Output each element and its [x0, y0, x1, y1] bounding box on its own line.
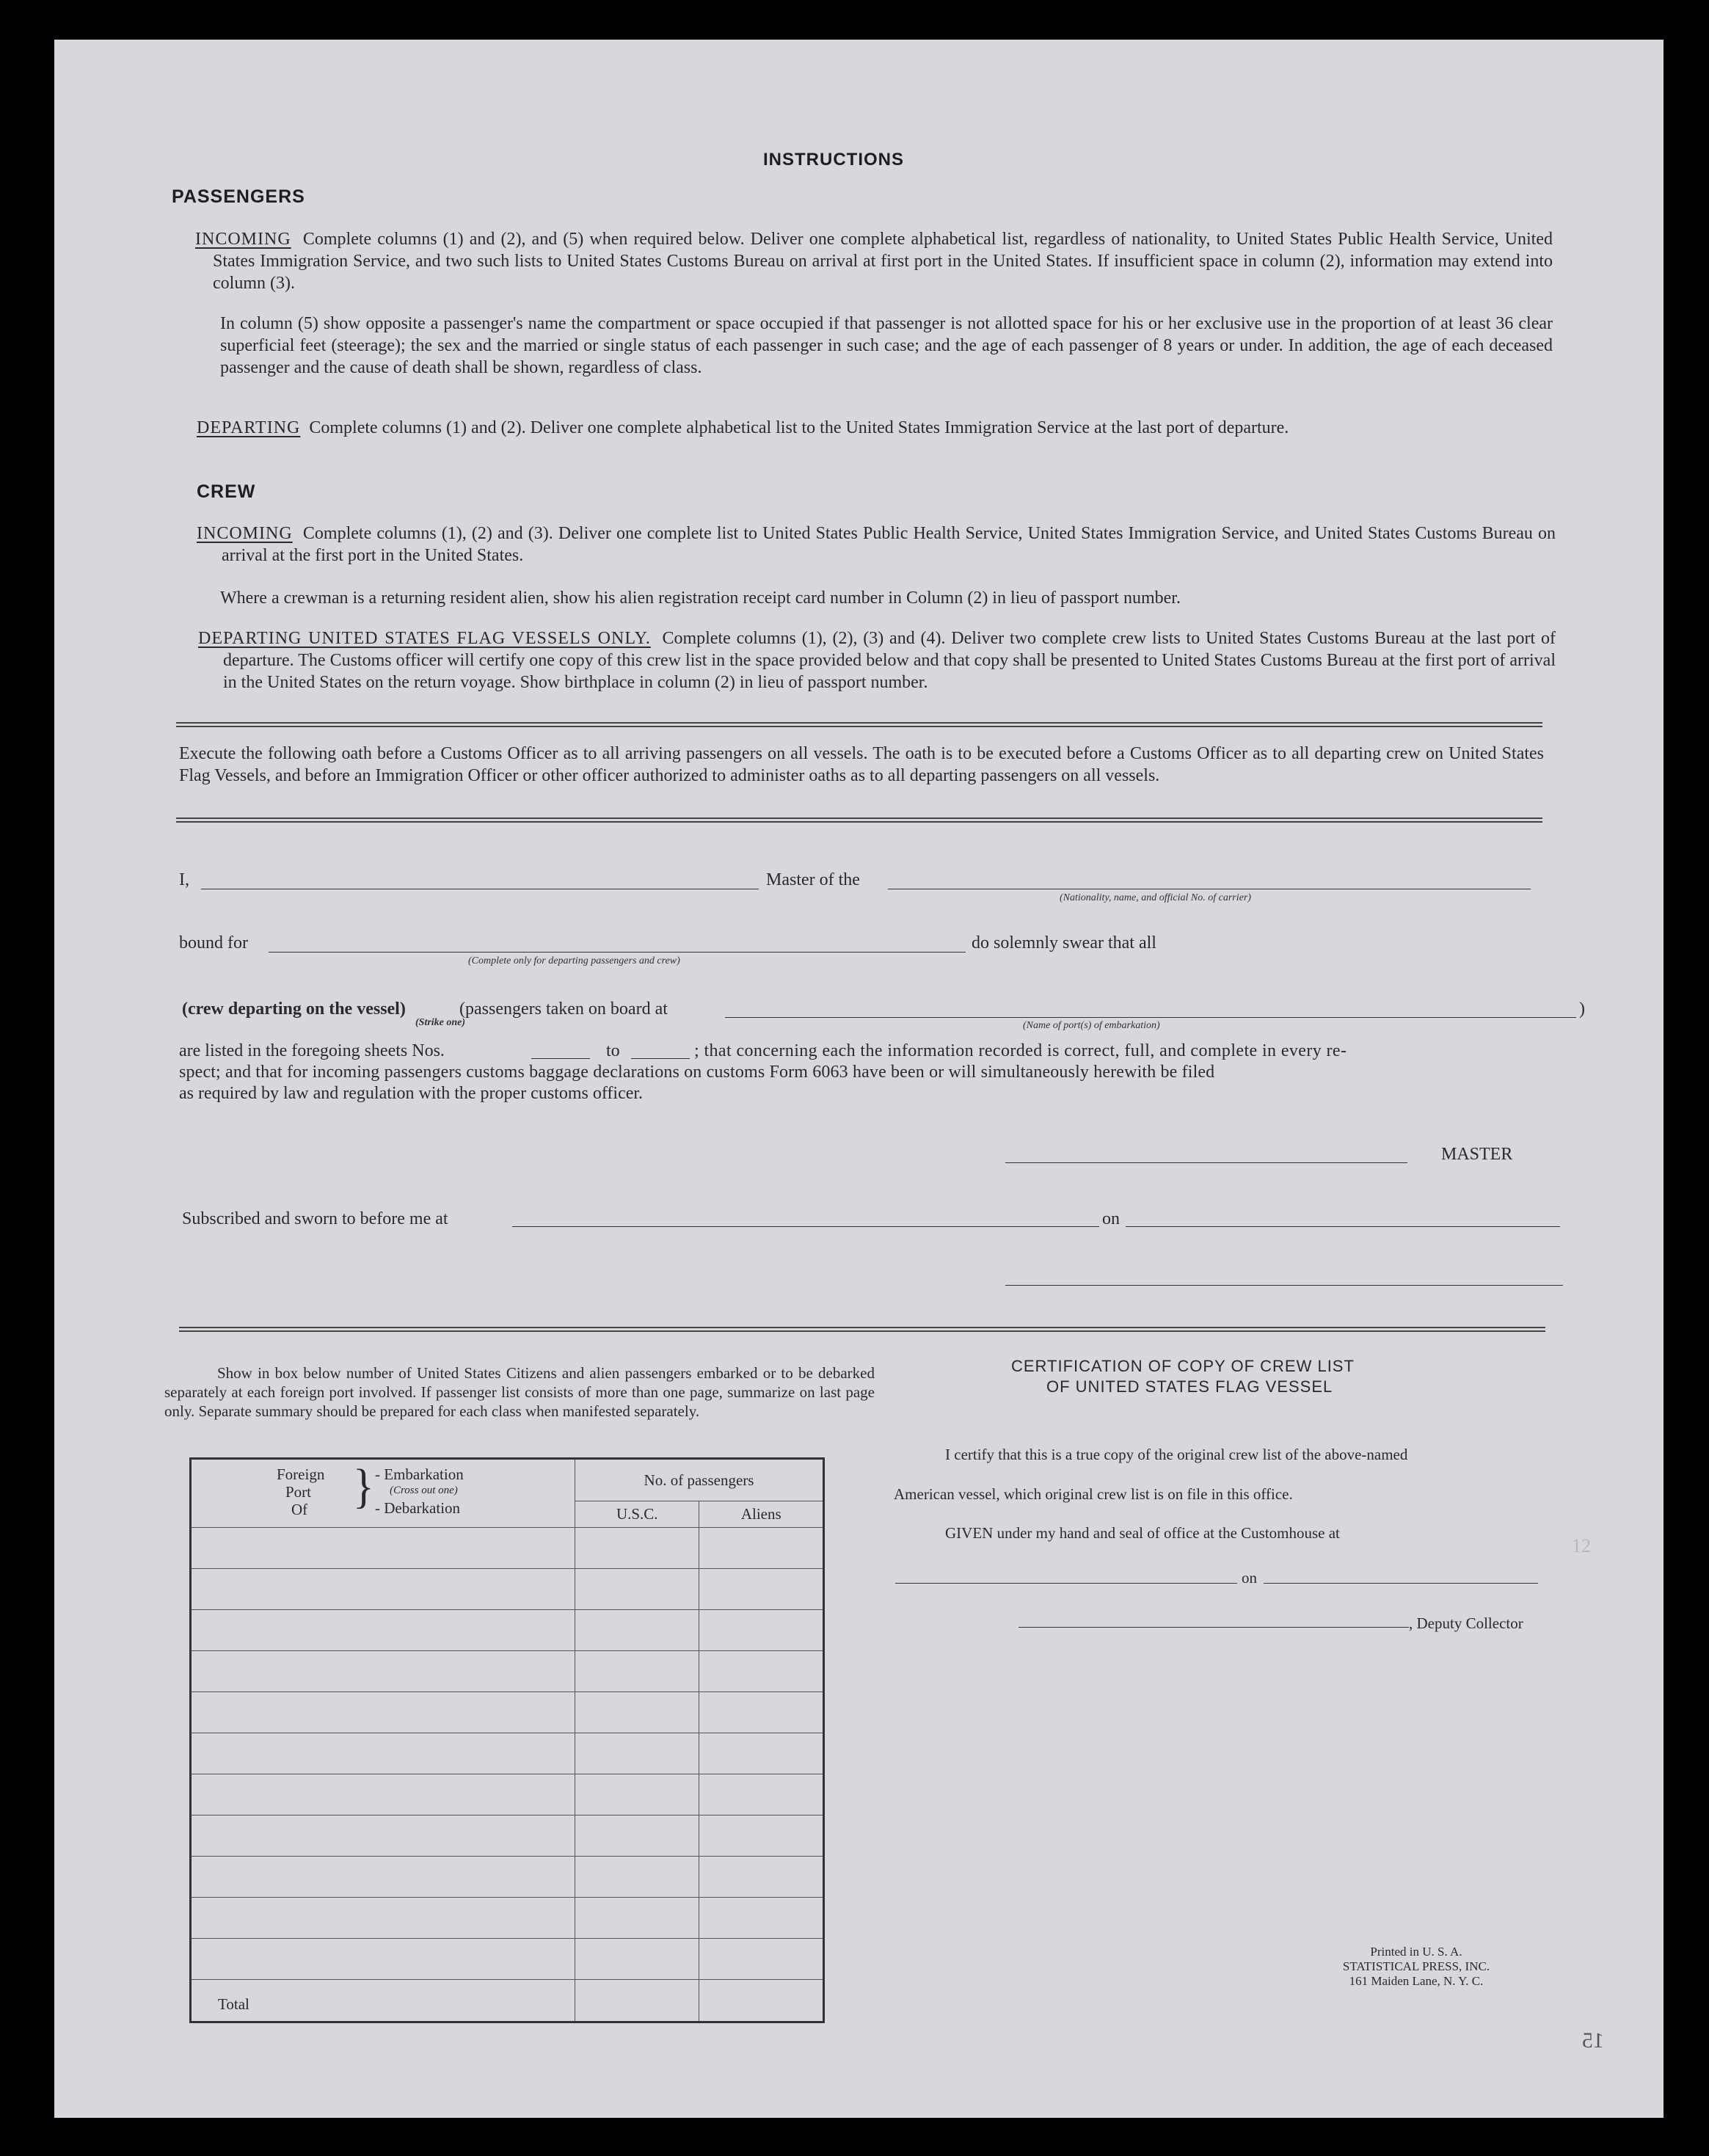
listed-line1-rest: ; that concerning each the information recorded is correct, full, and complete in every re- — [694, 1041, 1347, 1060]
usc-cell[interactable] — [575, 1528, 699, 1569]
resident-alien-paragraph: Where a crewman is a returning resident alien, show his alien registration receipt card number in Column (2) in lieu of passport number. — [220, 589, 1181, 608]
passengers-departing-text: Complete columns (1) and (2). Deliver one complete alphabetical list to the United States Immigration Service at the last port of departure. — [309, 418, 1289, 437]
embarkation-ports-field[interactable] — [725, 1017, 1576, 1018]
foreign-label: Foreign — [277, 1465, 325, 1483]
passengers-taken-option[interactable]: (passengers taken on board at — [459, 999, 668, 1019]
customhouse-field[interactable] — [895, 1583, 1237, 1584]
aliens-cell[interactable] — [699, 1651, 824, 1692]
usc-cell[interactable] — [575, 1733, 699, 1774]
ports-caption: (Name of port(s) of embarkation) — [1023, 1020, 1160, 1031]
crew-departing-paragraph — [198, 627, 1556, 693]
usc-cell[interactable] — [575, 1898, 699, 1939]
total-usc-cell[interactable] — [575, 1980, 699, 2022]
usc-header: U.S.C. — [575, 1501, 699, 1528]
aliens-cell[interactable] — [699, 1939, 824, 1980]
bound-for-caption: (Complete only for departing passengers and crew) — [468, 955, 680, 966]
passengers-departing-paragraph — [197, 417, 1553, 439]
crew-departing-text: Complete columns (1), (2), (3) and (4). Deliver two complete crew lists to United States Customs Bureau at the last port of departure. The Customs officer will certify one copy of this crew list in the space provided below and that copy shall be presented to United States Customs Bureau at the first port of arrival in the United States on the return voyage. Show birthplace in column (2) in lieu of passport number. — [223, 629, 1556, 692]
master-signature-field[interactable] — [1005, 1162, 1407, 1163]
usc-cell[interactable] — [575, 1939, 699, 1980]
aliens-cell[interactable] — [699, 1774, 824, 1816]
listed-sheets-label: are listed in the foregoing sheets Nos. — [179, 1041, 445, 1060]
form-page — [54, 40, 1664, 2118]
aliens-cell[interactable] — [699, 1733, 824, 1774]
bound-for-label: bound for — [179, 933, 248, 953]
passenger-summary-table — [189, 1457, 825, 2023]
strike-one-caption: (Strike one) — [415, 1017, 466, 1028]
oath-instructions: Execute the following oath before a Customs Officer as to all arriving passengers on all vessels. The oath is to be executed before a Customs Officer as to all departing crew on United States Flag Vessels, and before an Immigration Officer or other officer authorized to administer oaths as to all departing passengers on all vessels. — [179, 744, 1544, 785]
total-label-cell — [191, 1980, 575, 2022]
of-label: Of — [291, 1501, 308, 1518]
oath-i-label: I, — [179, 870, 189, 889]
foreign-port-header — [191, 1459, 575, 1528]
printer-line1: Printed in U. S. A. — [1370, 1945, 1462, 1959]
passengers-incoming-label: INCOMING — [195, 230, 291, 249]
port-cell[interactable] — [191, 1774, 575, 1816]
page-number-mark: 15 — [1582, 2028, 1604, 2053]
master-label: MASTER — [1441, 1145, 1513, 1164]
port-cell[interactable] — [191, 1939, 575, 1980]
passengers-departing-label: DEPARTING — [197, 418, 301, 437]
aliens-cell[interactable] — [699, 1898, 824, 1939]
port-cell[interactable] — [191, 1610, 575, 1651]
aliens-cell[interactable] — [699, 1528, 824, 1569]
certify-date-field[interactable] — [1264, 1583, 1538, 1584]
port-cell[interactable] — [191, 1528, 575, 1569]
port-cell[interactable] — [191, 1651, 575, 1692]
port-cell[interactable] — [191, 1569, 575, 1610]
summary-note: Show in box below number of United States Citizens and alien passengers embarked or to be debarked separately at each foreign port involved. If passenger list consists of more than one page, summarize on last page only. Separate summary should be prepared for each class when manifested separately. — [164, 1364, 875, 1420]
close-paren: ) — [1579, 999, 1585, 1019]
cross-out-caption: (Cross out one) — [390, 1485, 458, 1496]
total-aliens-cell[interactable] — [699, 1980, 824, 2022]
usc-cell[interactable] — [575, 1651, 699, 1692]
total-label: Total — [218, 1995, 249, 2013]
carrier-caption: (Nationality, name, and official No. of carrier) — [1060, 892, 1251, 903]
usc-cell[interactable] — [575, 1857, 699, 1898]
deputy-signature-field[interactable] — [1019, 1627, 1409, 1628]
subscribed-on-label: on — [1102, 1209, 1120, 1228]
subscribed-place-field[interactable] — [512, 1226, 1099, 1227]
usc-cell[interactable] — [575, 1774, 699, 1816]
port-cell[interactable] — [191, 1692, 575, 1733]
listed-line2: spect; and that for incoming passengers customs baggage declarations on customs Form 6063 have been or will simultaneously herewith be filed — [179, 1063, 1215, 1082]
port-cell[interactable] — [191, 1898, 575, 1939]
divider-double-3 — [179, 1327, 1545, 1332]
printer-line2: STATISTICAL PRESS, INC. — [1342, 1959, 1490, 1973]
certify-line3: GIVEN under my hand and seal of office at the Customhouse at — [945, 1524, 1340, 1542]
margin-number: 12 — [1572, 1535, 1591, 1556]
aliens-cell[interactable] — [699, 1857, 824, 1898]
aliens-cell[interactable] — [699, 1569, 824, 1610]
aliens-cell[interactable] — [699, 1610, 824, 1651]
port-cell[interactable] — [191, 1857, 575, 1898]
port-label: Port — [285, 1483, 312, 1501]
sheet-from-field[interactable] — [531, 1058, 590, 1059]
certify-line1: I certify that this is a true copy of the original crew list of the above-named — [945, 1446, 1408, 1463]
passengers-heading: PASSENGERS — [172, 186, 305, 207]
passengers-incoming-text: Complete columns (1) and (2), and (5) when required below. Deliver one complete alphabetical list, regardless of nationality, to United States Public Health Service, United States Immigration Service, and two such lists to United States Customs Bureau on arrival at first port in the United States. If insufficient space in column (2), information may extend into column (3). — [213, 230, 1553, 293]
certification-title-line2: OF UNITED STATES FLAG VESSEL — [1046, 1377, 1333, 1396]
divider-double-2 — [176, 817, 1542, 823]
usc-cell[interactable] — [575, 1610, 699, 1651]
aliens-header: Aliens — [699, 1501, 824, 1528]
crew-incoming-label: INCOMING — [197, 524, 293, 543]
certify-on-label: on — [1242, 1569, 1257, 1587]
deputy-collector-label: , Deputy Collector — [1409, 1614, 1523, 1632]
port-cell[interactable] — [191, 1733, 575, 1774]
bound-for-field[interactable] — [269, 952, 966, 953]
officer-signature-field[interactable] — [1005, 1285, 1563, 1286]
solemnly-swear-text: do solemnly swear that all — [972, 933, 1156, 953]
brace-icon: } — [353, 1459, 374, 1513]
crew-incoming-text: Complete columns (1), (2) and (3). Deliver one complete list to United States Public Health Service, United States Immigration Service, and United States Customs Bureau on arrival at the first port in the United States. — [222, 524, 1556, 565]
divider-double — [176, 722, 1542, 727]
usc-cell[interactable] — [575, 1692, 699, 1733]
usc-cell[interactable] — [575, 1816, 699, 1857]
instructions-title: INSTRUCTIONS — [763, 150, 904, 170]
crew-departing-option[interactable]: (crew departing on the vessel) — [182, 999, 406, 1019]
printer-imprint — [1313, 1945, 1519, 1989]
crew-incoming-paragraph — [197, 522, 1556, 567]
port-cell[interactable] — [191, 1816, 575, 1857]
listed-line3: as required by law and regulation with the proper customs officer. — [179, 1084, 644, 1103]
certification-title-line1: CERTIFICATION OF COPY OF CREW LIST — [1011, 1357, 1355, 1375]
subscribed-date-field[interactable] — [1126, 1226, 1560, 1227]
sheet-to-field[interactable] — [631, 1058, 690, 1059]
crew-heading: CREW — [197, 481, 256, 502]
embarkation-label: - Embarkation — [375, 1465, 464, 1483]
listed-to-label: to — [606, 1041, 620, 1060]
crew-departing-label: DEPARTING UNITED STATES FLAG VESSELS ONLY. — [198, 629, 651, 648]
subscribed-label: Subscribed and sworn to before me at — [182, 1209, 448, 1228]
aliens-cell[interactable] — [699, 1816, 824, 1857]
passengers-incoming-paragraph — [195, 228, 1553, 294]
column5-paragraph: In column (5) show opposite a passenger's name the compartment or space occupied if that passenger is not allotted space for his or her exclusive use in the proportion of at least 36 clear superficial feet (steerage); the sex and the married or single status of each passenger in such case; and the age of each passenger of 8 years or under. In addition, the age of each deceased passenger and the cause of death shall be shown, regardless of class. — [220, 314, 1553, 377]
printer-line3: 161 Maiden Lane, N. Y. C. — [1349, 1974, 1484, 1988]
aliens-cell[interactable] — [699, 1692, 824, 1733]
certify-line2: American vessel, which original crew list is on file in this office. — [894, 1485, 1293, 1503]
debarkation-label: - Debarkation — [375, 1499, 461, 1517]
master-of-the-label: Master of the — [766, 870, 860, 889]
no-of-passengers-header: No. of passengers — [575, 1459, 824, 1501]
usc-cell[interactable] — [575, 1569, 699, 1610]
